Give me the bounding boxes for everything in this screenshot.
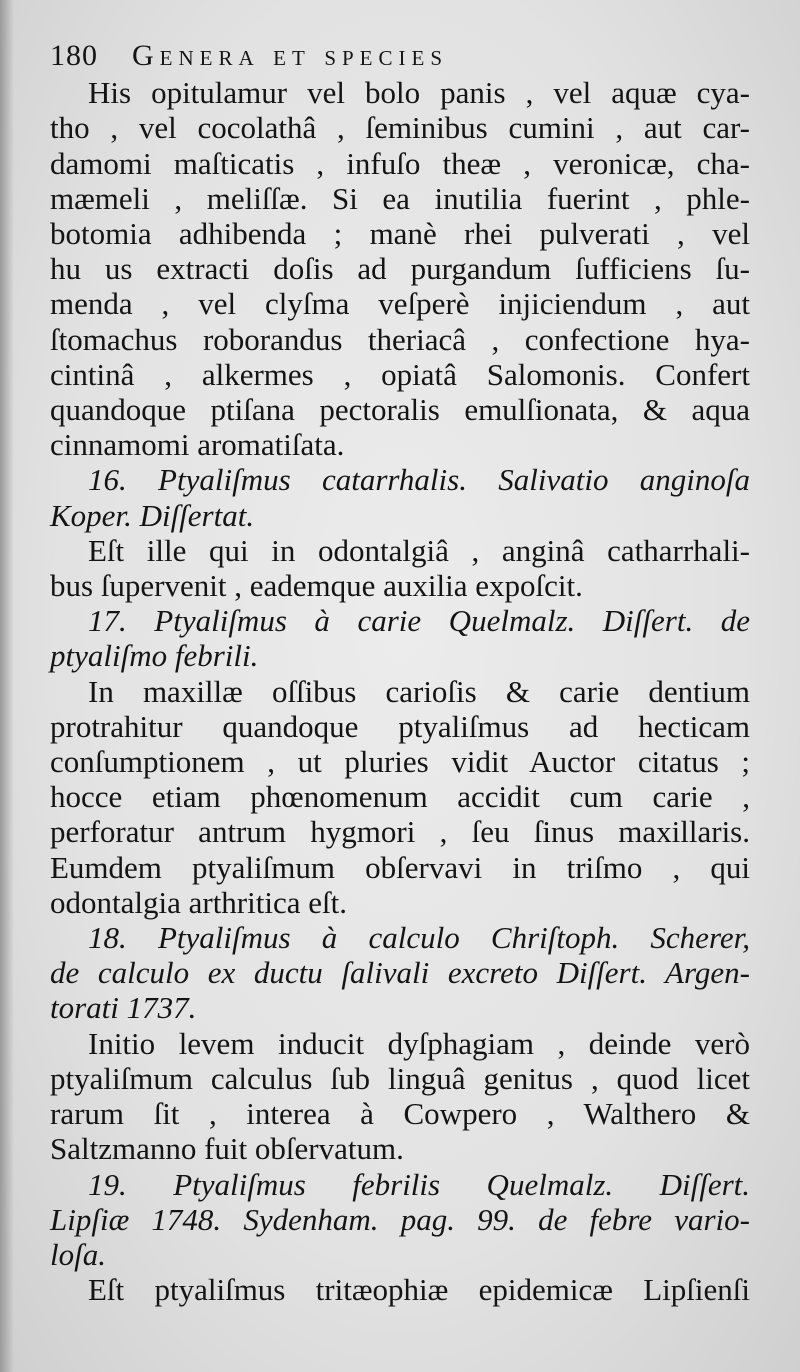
text-line: bus ſupervenit , eademque auxilia expoſcit. [50,568,583,604]
text-line: Eſt ille qui in odontalgiâ , anginâ catharrhali- [88,532,750,568]
text-line: torati 1737. [50,990,197,1026]
text-line: 17. Ptyaliſmus à carie Quelmalz. Diſſert. de [88,603,750,639]
text-line: 18. Ptyaliſmus à calculo Chriſtoph. Scherer, [88,920,750,956]
page-gutter-shadow [0,0,14,1372]
text-line: conſumptionem , ut pluries vidit Auctor citatus ; [50,744,750,780]
text-line: cintinâ , alkermes , opiatâ Salomonis. Confert [50,356,750,392]
text-line: botomia adhibenda ; manè rhei pulverati , vel [50,216,750,252]
text-line: quandoque ptiſana pectoralis emulſionata, & aqua [50,392,750,428]
species-heading-19 [50,1167,750,1273]
text-line: hu us extracti doſis ad purgandum ſufficiens ſu- [50,251,750,287]
text-line: 16. Ptyaliſmus catarrhalis. Salivatio anginoſa [88,462,750,498]
paragraph-18 [50,1026,750,1167]
text-line: hocce etiam phœnomenum accidit cum carie , [50,779,750,815]
running-title: Genera et species [132,39,449,72]
text-line: Eſt ptyaliſmus tritæophiæ epidemicæ Lipſienſi [88,1272,750,1308]
paragraph-remedies [50,75,750,462]
text-line: protrahitur quandoque ptyaliſmus ad hecticam [50,708,750,744]
running-header [50,38,750,73]
text-line: damomi maſticatis , infuſo theæ , veronicæ, cha- [50,145,750,181]
species-heading-18 [50,920,750,1026]
page-text-block [50,38,750,1307]
text-line: Eumdem ptyaliſmum obſervavi in triſmo , qui [50,849,750,885]
text-line: Lipſiæ 1748. Sydenham. pag. 99. de febre vario- [50,1201,750,1237]
text-line: Saltzmanno fuit obſervatum. [50,1131,404,1167]
text-line: Initio levem inducit dyſphagiam , deinde verò [88,1025,750,1061]
page-number: 180 [50,39,98,72]
text-line: odontalgia arthritica eſt. [50,884,347,920]
text-line: rarum ſit , interea à Cowpero , Walthero & [50,1096,750,1132]
paragraph-17 [50,674,750,920]
species-heading-16 [50,462,750,532]
text-line: tho , vel cocolathâ , ſeminibus cumini , aut car- [50,110,750,146]
text-line: In maxillæ oſſibus carioſis & carie dentium [88,673,750,709]
paragraph-16 [50,533,750,603]
text-line: loſa. [50,1236,106,1272]
text-line: ſtomachus roborandus theriacâ , confectione hya- [50,321,750,357]
paragraph-19 [50,1272,750,1307]
species-heading-17 [50,603,750,673]
text-line: His opitulamur vel bolo panis , vel aquæ cya- [88,75,750,111]
text-line: mæmeli , meliſſæ. Si ea inutilia fuerint , phle- [50,180,750,216]
text-line: ptyaliſmo febrili. [50,638,259,674]
text-line: 19. Ptyaliſmus febrilis Quelmalz. Diſſert. [88,1166,750,1202]
text-line: Koper. Diſſertat. [50,497,255,533]
text-line: ptyaliſmum calculus ſub linguâ genitus , quod licet [50,1060,750,1096]
text-line: menda , vel clyſma veſperè injiciendum , aut [50,286,750,322]
text-line: cinnamomi aromatiſata. [50,427,345,463]
text-line: de calculo ex ductu ſalivali excreto Diſſert. Argen- [50,955,750,991]
text-line: perforatur antrum hygmori , ſeu ſinus maxillaris. [50,814,750,850]
